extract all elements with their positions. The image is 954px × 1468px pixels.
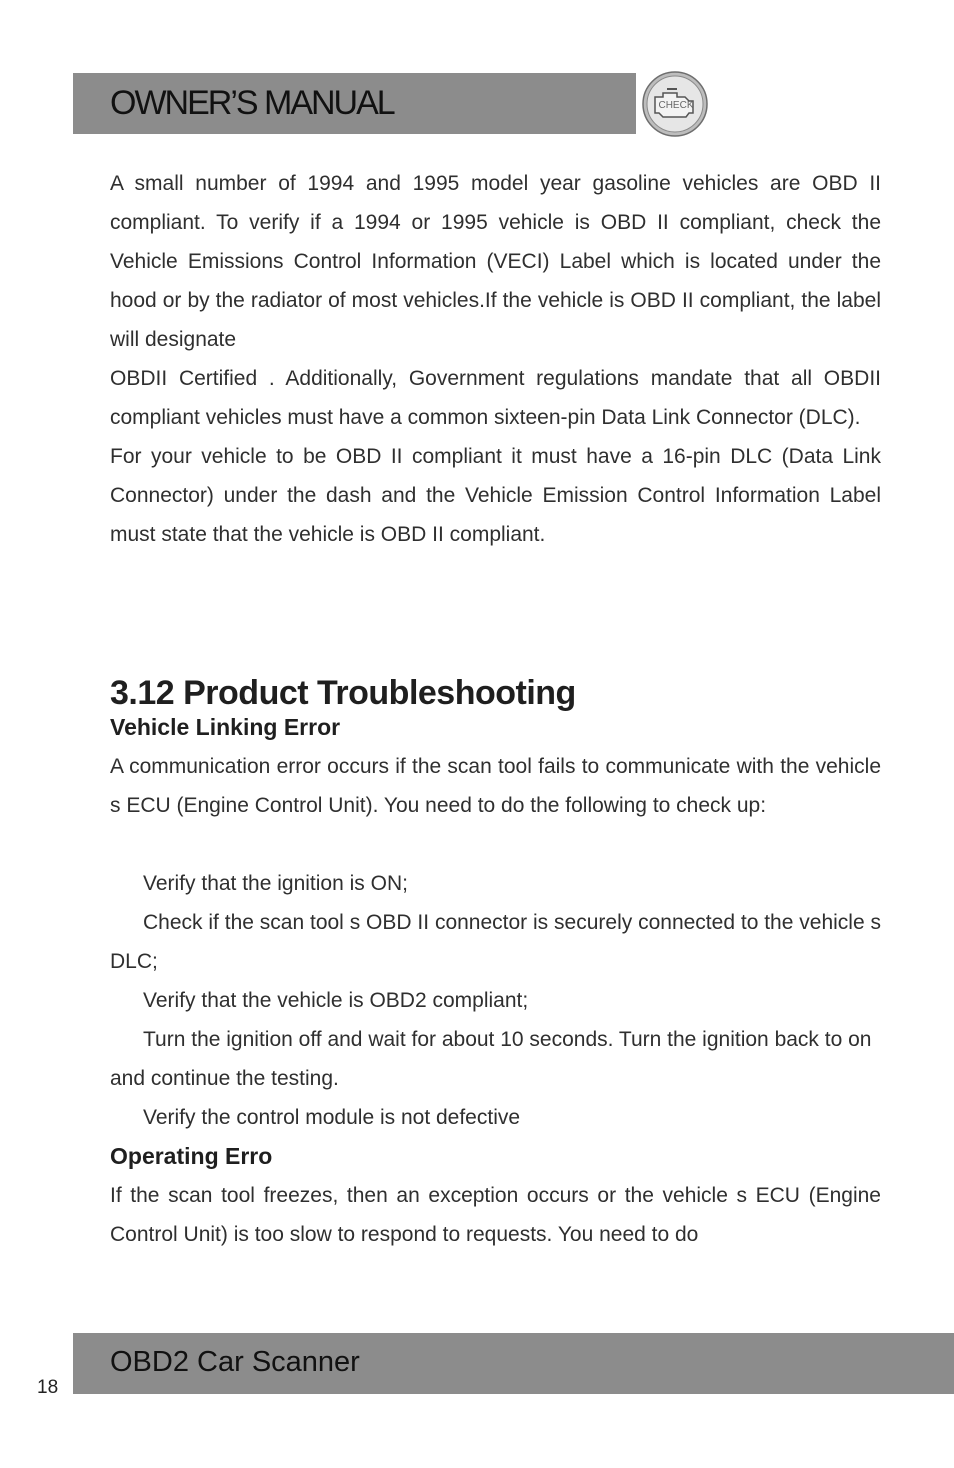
step-item: Verify the control module is not defective <box>143 1106 521 1129</box>
page-number: 18 <box>37 1377 59 1398</box>
step-item: Check if the scan tool s OBD II connector is securely connected to the vehicle s DLC; <box>110 911 881 973</box>
section-heading: 3.12 Product Troubleshooting <box>110 674 576 712</box>
intro-paragraph-3: For your vehicle to be OBD II compliant it must have a 16-pin DLC (Data Link Connector) under the dash and the Vehicle Emission Control Information Label must state that the vehicle is OBD II compliant. <box>110 445 881 546</box>
linking-error-intro: A communication error occurs if the scan tool fails to communicate with the vehicle s ECU (Engine Control Unit). You need to do the following to check up: <box>110 755 881 817</box>
step-item: Verify that the vehicle is OBD2 compliant; <box>143 989 529 1012</box>
linking-error-heading: Vehicle Linking Error <box>110 714 341 740</box>
intro-paragraph-1: A small number of 1994 and 1995 model year gasoline vehicles are OBD II compliant. To verify if a 1994 or 1995 vehicle is OBD II compliant, check the Vehicle Emissions Control Information (VECI) Label which is located under the hood or by the radiator of most vehicles.If the vehicle is OBD II compliant, the label will designate <box>110 172 881 351</box>
footer-title: OBD2 Car Scanner <box>110 1346 360 1378</box>
intro-section <box>110 164 881 554</box>
operating-error-heading: Operating Erro <box>110 1143 273 1169</box>
svg-text:CHECK: CHECK <box>658 100 694 111</box>
step-item: Verify that the ignition is ON; <box>143 872 408 895</box>
manual-title: OWNER’S MANUAL <box>110 84 394 122</box>
intro-paragraph-2: OBDII Certified . Additionally, Government regulations mandate that all OBDII compliant vehicles must have a common sixteen-pin Data Link Connector (DLC). <box>110 367 881 429</box>
operating-error-text: If the scan tool freezes, then an exception occurs or the vehicle s ECU (Engine Control Unit) is too slow to respond to requests. You need to do <box>110 1184 881 1246</box>
troubleshooting-section <box>110 708 881 1254</box>
check-engine-icon <box>641 70 709 138</box>
step-item: Turn the ignition off and wait for about 10 seconds. Turn the ignition back to on and continue the testing. <box>110 1028 872 1090</box>
